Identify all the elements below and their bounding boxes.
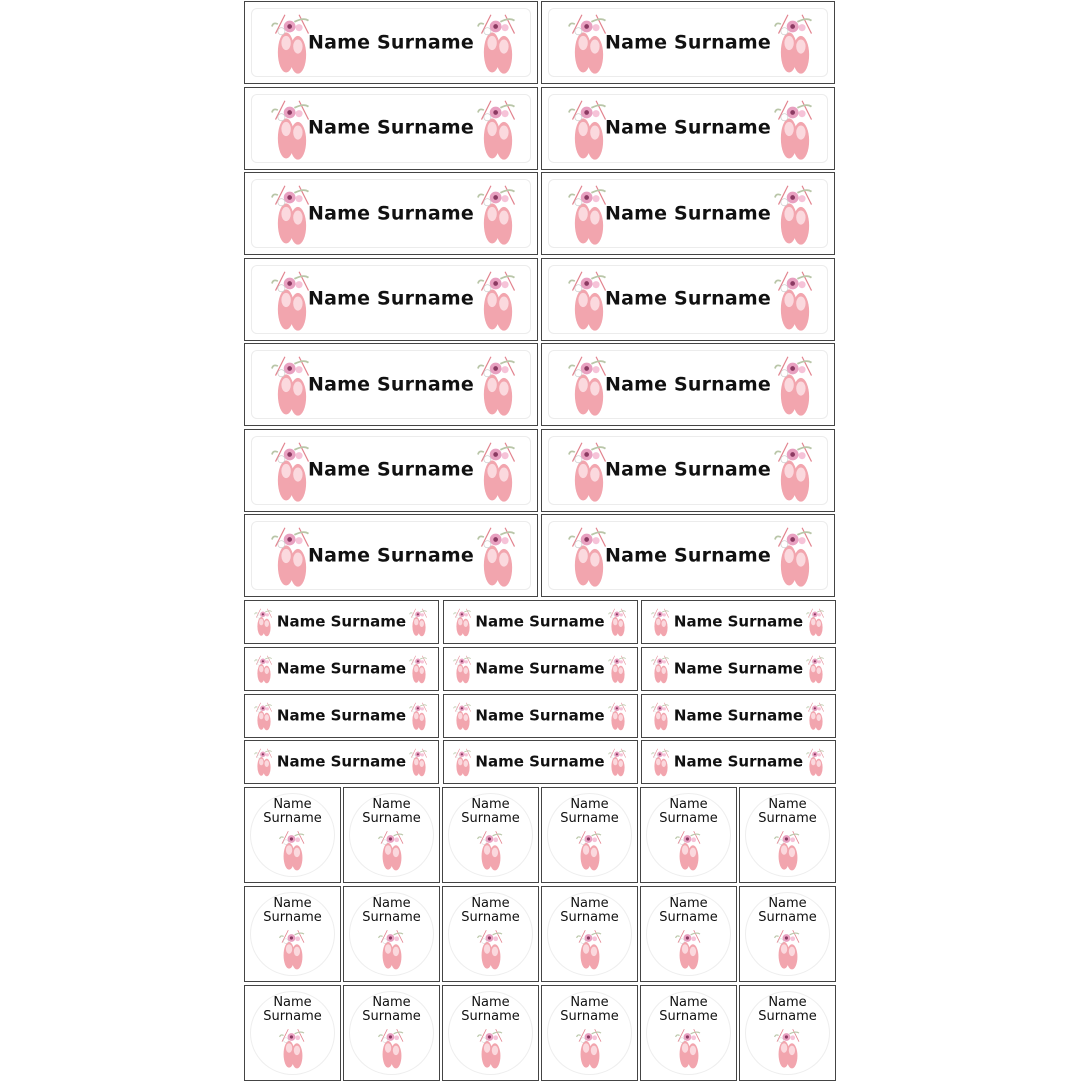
label-first-name: Name (669, 994, 708, 1010)
ballet-shoes-icon (772, 927, 804, 971)
ballet-shoes-icon (770, 352, 820, 418)
label-surname: Surname (362, 909, 421, 925)
label-name-text: Name Surname (475, 706, 605, 725)
name-label-large (541, 343, 835, 426)
label-surname: Surname (659, 811, 718, 826)
label-first-name: Name (669, 797, 708, 812)
ballet-shoes-icon (805, 699, 827, 733)
name-label-small (739, 886, 836, 982)
name-label-medium (641, 600, 836, 644)
label-first-name: Name (372, 994, 411, 1010)
ballet-shoes-icon (408, 652, 430, 686)
name-label-medium (443, 647, 638, 691)
name-label-large (244, 429, 538, 512)
ballet-shoes-icon (473, 523, 523, 589)
ballet-shoes-icon (673, 1026, 705, 1070)
name-label-small (541, 787, 638, 883)
name-label-small (442, 886, 539, 982)
ballet-shoes-icon (475, 1026, 507, 1070)
label-name-text: Name Surname (307, 202, 475, 225)
label-name-text: Name Surname (673, 612, 804, 631)
ballet-shoes-icon (607, 652, 629, 686)
ballet-shoes-icon (376, 1026, 408, 1070)
ballet-shoes-icon (772, 828, 804, 872)
ballet-shoes-icon (772, 1026, 804, 1070)
ballet-shoes-icon (607, 652, 629, 686)
name-label-large (541, 258, 835, 341)
ballet-shoes-icon (772, 927, 804, 971)
ballet-shoes-icon (277, 1026, 309, 1070)
ballet-shoes-icon (408, 745, 430, 779)
label-first-name: Name (471, 994, 510, 1010)
ballet-shoes-icon (475, 828, 507, 872)
ballet-shoes-icon (408, 605, 430, 639)
label-surname: Surname (263, 909, 322, 925)
ballet-shoes-icon (473, 10, 523, 76)
name-label-small (640, 886, 737, 982)
ballet-shoes-icon (607, 699, 629, 733)
label-name-text: Name Surname (604, 458, 772, 481)
label-first-name: Name (570, 895, 609, 911)
label-surname: Surname (560, 811, 619, 826)
label-name-text: Name Surname (475, 753, 605, 772)
ballet-shoes-icon (607, 699, 629, 733)
ballet-shoes-icon (805, 745, 827, 779)
ballet-shoes-icon (574, 1026, 606, 1070)
name-label-large (244, 172, 538, 255)
ballet-shoes-icon (805, 652, 827, 686)
ballet-shoes-icon (772, 1026, 804, 1070)
name-label-small (739, 787, 836, 883)
ballet-shoes-icon (574, 1026, 606, 1070)
ballet-shoes-icon (770, 267, 820, 333)
ballet-shoes-icon (574, 828, 606, 872)
name-label-small (541, 985, 638, 1081)
ballet-shoes-icon (805, 745, 827, 779)
ballet-shoes-icon (277, 1026, 309, 1070)
label-first-name: Name (471, 895, 510, 911)
ballet-shoes-icon (607, 605, 629, 639)
label-name-text: Name Surname (307, 31, 475, 54)
label-surname: Surname (758, 811, 817, 826)
label-first-name: Name (570, 994, 609, 1010)
ballet-shoes-icon (277, 828, 309, 872)
name-label-medium (244, 600, 439, 644)
name-label-small (244, 985, 341, 1081)
ballet-shoes-icon (673, 927, 705, 971)
name-label-medium (641, 647, 836, 691)
name-label-small (442, 787, 539, 883)
ballet-shoes-icon (770, 10, 820, 76)
label-first-name: Name (273, 797, 312, 812)
ballet-shoes-icon (376, 1026, 408, 1070)
label-name-text: Name Surname (307, 544, 475, 567)
label-name-text: Name Surname (673, 659, 804, 678)
name-label-small (442, 985, 539, 1081)
ballet-shoes-icon (607, 605, 629, 639)
ballet-shoes-icon (473, 438, 523, 504)
label-first-name: Name (768, 797, 807, 812)
ballet-shoes-icon (473, 10, 523, 76)
label-name-text: Name Surname (307, 116, 475, 139)
label-name-text: Name Surname (307, 373, 475, 396)
label-name-text: Name Surname (604, 544, 772, 567)
ballet-shoes-icon (770, 523, 820, 589)
ballet-shoes-icon (473, 96, 523, 162)
ballet-shoes-icon (376, 828, 408, 872)
ballet-shoes-icon (805, 699, 827, 733)
ballet-shoes-icon (770, 267, 820, 333)
ballet-shoes-icon (376, 828, 408, 872)
ballet-shoes-icon (277, 927, 309, 971)
ballet-shoes-icon (473, 181, 523, 247)
label-first-name: Name (768, 895, 807, 911)
ballet-shoes-icon (770, 181, 820, 247)
label-name-text: Name Surname (307, 458, 475, 481)
label-name-text: Name Surname (276, 612, 407, 631)
name-label-small (343, 787, 440, 883)
label-first-name: Name (273, 994, 312, 1010)
ballet-shoes-icon (770, 438, 820, 504)
ballet-shoes-icon (805, 605, 827, 639)
ballet-shoes-icon (473, 438, 523, 504)
name-label-large (541, 429, 835, 512)
ballet-shoes-icon (805, 652, 827, 686)
label-surname: Surname (560, 909, 619, 925)
name-label-large (541, 87, 835, 170)
ballet-shoes-icon (574, 927, 606, 971)
label-name-text: Name Surname (673, 753, 804, 772)
ballet-shoes-icon (473, 267, 523, 333)
label-name-text: Name Surname (604, 116, 772, 139)
label-name-text: Name Surname (604, 373, 772, 396)
ballet-shoes-icon (607, 745, 629, 779)
name-label-medium (443, 600, 638, 644)
ballet-shoes-icon (408, 605, 430, 639)
name-label-small (541, 886, 638, 982)
label-surname: Surname (560, 1008, 619, 1024)
label-first-name: Name (768, 994, 807, 1010)
ballet-shoes-icon (408, 652, 430, 686)
ballet-shoes-icon (772, 828, 804, 872)
label-name-text: Name Surname (276, 659, 407, 678)
label-sheet (244, 0, 836, 1080)
name-label-medium (244, 740, 439, 784)
name-label-large (541, 172, 835, 255)
ballet-shoes-icon (607, 745, 629, 779)
label-name-text: Name Surname (276, 706, 407, 725)
ballet-shoes-icon (770, 181, 820, 247)
label-surname: Surname (263, 1008, 322, 1024)
label-surname: Surname (362, 1008, 421, 1024)
ballet-shoes-icon (574, 927, 606, 971)
ballet-shoes-icon (805, 605, 827, 639)
ballet-shoes-icon (673, 828, 705, 872)
name-label-small (343, 985, 440, 1081)
name-label-small (244, 787, 341, 883)
ballet-shoes-icon (574, 828, 606, 872)
label-name-text: Name Surname (475, 612, 605, 631)
name-label-large (244, 258, 538, 341)
ballet-shoes-icon (473, 96, 523, 162)
name-label-medium (244, 647, 439, 691)
ballet-shoes-icon (376, 927, 408, 971)
ballet-shoes-icon (473, 352, 523, 418)
name-label-small (343, 886, 440, 982)
ballet-shoes-icon (473, 181, 523, 247)
ballet-shoes-icon (770, 10, 820, 76)
name-label-medium (641, 740, 836, 784)
label-name-text: Name Surname (604, 287, 772, 310)
name-label-small (640, 985, 737, 1081)
ballet-shoes-icon (770, 523, 820, 589)
ballet-shoes-icon (673, 1026, 705, 1070)
name-label-large (244, 343, 538, 426)
label-surname: Surname (461, 811, 520, 826)
label-name-text: Name Surname (604, 31, 772, 54)
label-first-name: Name (273, 895, 312, 911)
label-surname: Surname (263, 811, 322, 826)
ballet-shoes-icon (376, 927, 408, 971)
name-label-medium (443, 694, 638, 738)
ballet-shoes-icon (770, 96, 820, 162)
name-label-large (244, 514, 538, 597)
label-first-name: Name (372, 797, 411, 812)
label-name-text: Name Surname (604, 202, 772, 225)
ballet-shoes-icon (673, 828, 705, 872)
label-name-text: Name Surname (307, 287, 475, 310)
label-surname: Surname (758, 1008, 817, 1024)
ballet-shoes-icon (475, 927, 507, 971)
ballet-shoes-icon (770, 96, 820, 162)
label-surname: Surname (758, 909, 817, 925)
label-first-name: Name (372, 895, 411, 911)
ballet-shoes-icon (475, 927, 507, 971)
name-label-medium (244, 694, 439, 738)
name-label-large (244, 87, 538, 170)
label-first-name: Name (669, 895, 708, 911)
ballet-shoes-icon (277, 927, 309, 971)
label-name-text: Name Surname (276, 753, 407, 772)
ballet-shoes-icon (277, 828, 309, 872)
ballet-shoes-icon (408, 699, 430, 733)
ballet-shoes-icon (408, 699, 430, 733)
name-label-small (640, 787, 737, 883)
ballet-shoes-icon (473, 352, 523, 418)
label-surname: Surname (659, 909, 718, 925)
ballet-shoes-icon (770, 438, 820, 504)
ballet-shoes-icon (475, 828, 507, 872)
label-surname: Surname (461, 909, 520, 925)
label-first-name: Name (471, 797, 510, 812)
name-label-large (244, 1, 538, 84)
ballet-shoes-icon (473, 523, 523, 589)
label-surname: Surname (362, 811, 421, 826)
ballet-shoes-icon (673, 927, 705, 971)
name-label-small (244, 886, 341, 982)
ballet-shoes-icon (473, 267, 523, 333)
ballet-shoes-icon (475, 1026, 507, 1070)
label-name-text: Name Surname (673, 706, 804, 725)
label-surname: Surname (461, 1008, 520, 1024)
label-surname: Surname (659, 1008, 718, 1024)
ballet-shoes-icon (770, 352, 820, 418)
name-label-large (541, 514, 835, 597)
name-label-medium (641, 694, 836, 738)
label-name-text: Name Surname (475, 659, 605, 678)
name-label-small (739, 985, 836, 1081)
name-label-medium (443, 740, 638, 784)
name-label-large (541, 1, 835, 84)
ballet-shoes-icon (408, 745, 430, 779)
label-first-name: Name (570, 797, 609, 812)
